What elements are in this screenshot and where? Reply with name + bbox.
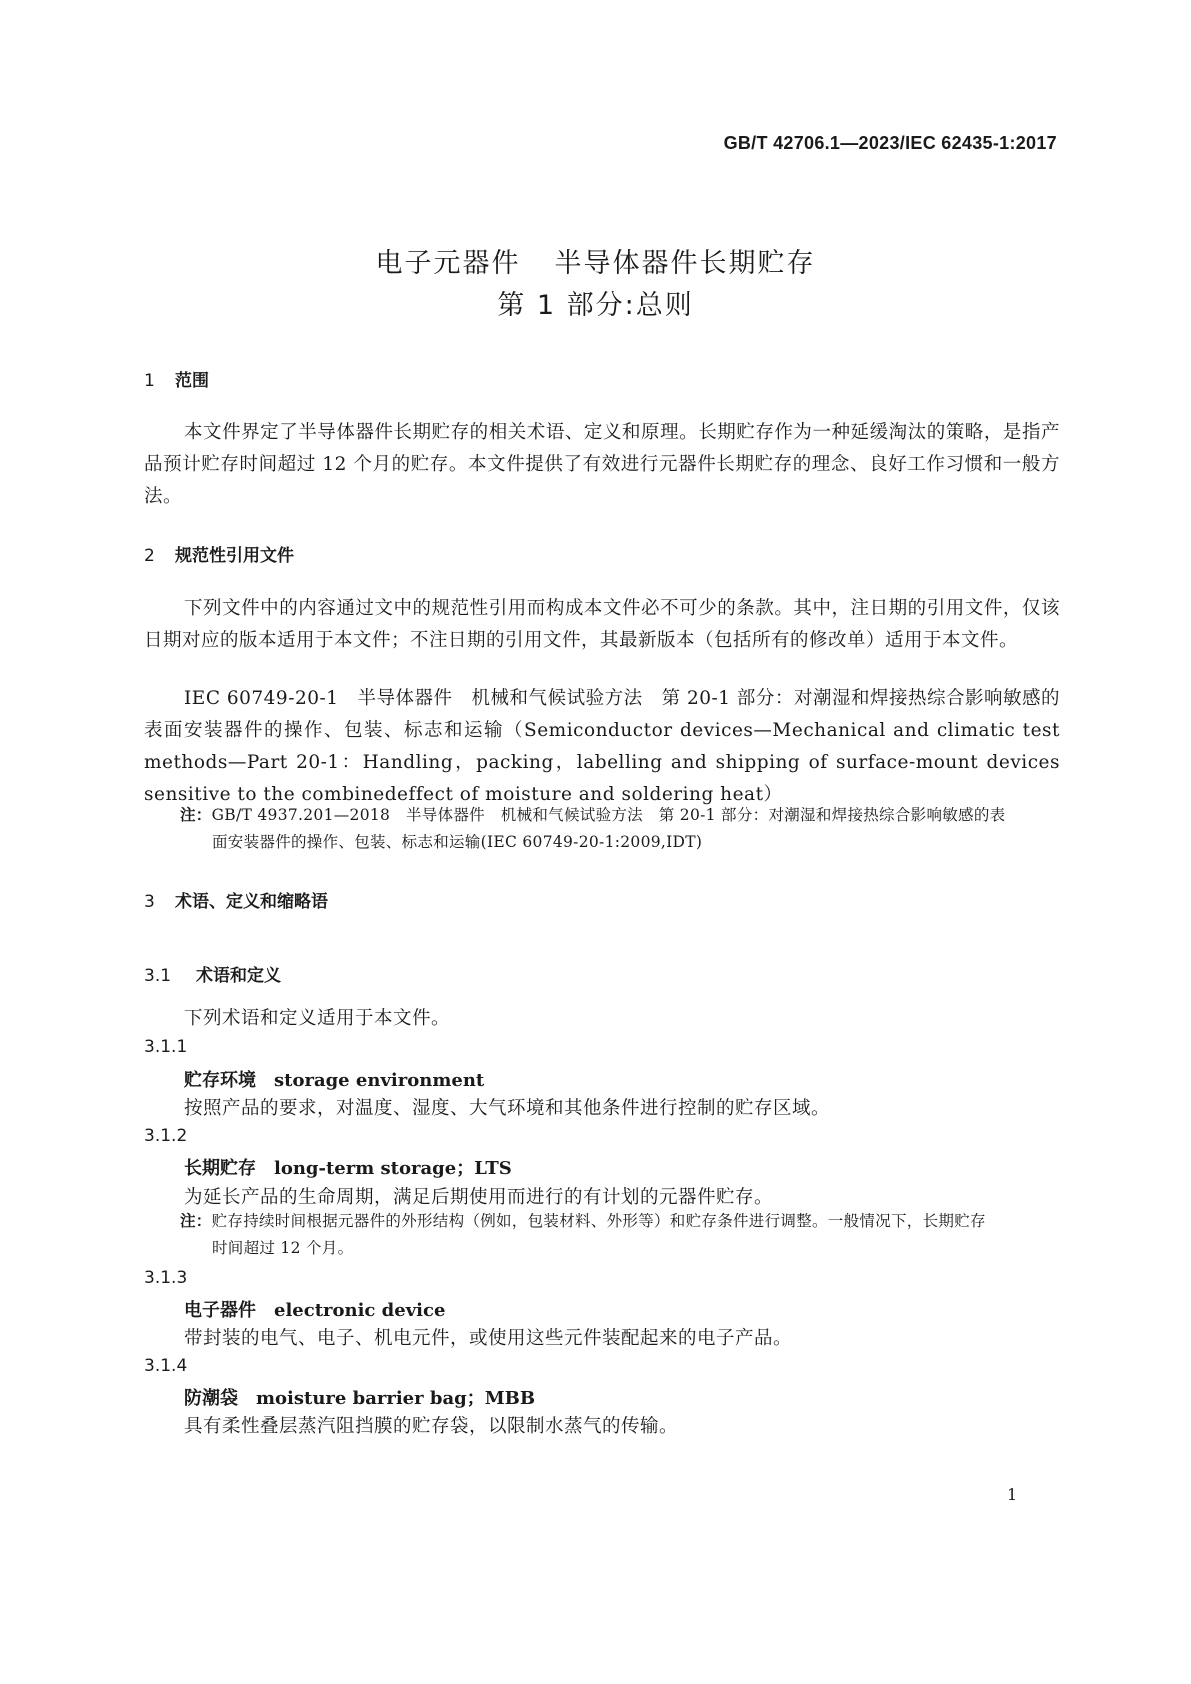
term-en: storage environment [274,1070,485,1091]
document-title-line2: 第 1 部分:总则 [497,290,694,321]
term-definition: 按照产品的要求，对温度、湿度、大气环境和其他条件进行控制的贮存区域。 [184,1098,831,1119]
section-title: 规范性引用文件 [175,546,294,566]
standard-code: GB/T 42706.1—2023/IEC 62435-1:2017 [723,133,1057,153]
term-entry [184,1154,512,1180]
term-zh: 电子器件 [184,1300,256,1321]
term-number: 3.1.4 [144,1356,188,1376]
term-definition: 为延长产品的生命周期，满足后期使用而进行的有计划的元器件贮存。 [184,1187,774,1208]
section-number: 3.1 [144,966,172,986]
term-number: 3.1.2 [144,1126,188,1146]
term-en: moisture barrier bag；MBB [256,1388,536,1409]
note-text-line2: 面安装器件的操作、包装、标志和运输(IEC 60749-20-1:2009,IDT) [212,833,703,851]
term-zh: 防潮袋 [184,1388,238,1409]
term-entry [184,1296,445,1322]
term-entry [184,1066,484,1092]
section-2-heading [144,541,294,566]
note-text-line1: 贮存持续时间根据元器件的外形结构（例如，包装材料、外形等）和贮存条件进行调整。一般情况下，长期贮存 [211,1212,986,1230]
section-number: 3 [144,892,155,912]
section-3-heading [144,887,328,912]
title-part1: 电子元器件 [375,248,521,279]
term-number: 3.1.3 [144,1268,188,1288]
title-part2: 半导体器件长期贮存 [554,248,816,279]
section-3-1-intro: 下列术语和定义适用于本文件。 [184,1008,451,1029]
note-label: 注： [180,806,212,824]
section-2-note [180,802,1060,856]
term-zh: 长期贮存 [184,1158,256,1179]
normative-reference: IEC 60749-20-1 半导体器件 机械和气候试验方法 第 20-1 部分：对潮湿和焊接热综合影响敏感的表面安装器件的操作、包装、标志和运输（Semiconductor devices—Mechanical and climatic test methods—Part 20-1：Handling，packing，labelling and shipping of surface-mount devices sensitive to the combinedeffect of moisture and soldering heat） [144,688,1060,805]
term-definition: 具有柔性叠层蒸汽阻挡膜的贮存袋，以限制水蒸气的传输。 [184,1416,679,1437]
note-text-line1: GB/T 4937.201—2018 半导体器件 机械和气候试验方法 第 20-1 部分：对潮湿和焊接热综合影响敏感的表 [211,806,1006,824]
section-title: 术语和定义 [196,966,281,986]
section-2-body: 下列文件中的内容通过文中的规范性引用而构成本文件必不可少的条款。其中，注日期的引用文件，仅该日期对应的版本适用于本文件；不注日期的引用文件，其最新版本（包括所有的修改单）适用于本文件。 [144,598,1060,651]
section-title: 术语、定义和缩略语 [175,892,328,912]
term-en: electronic device [274,1300,446,1321]
section-1-heading [144,366,209,391]
section-number: 2 [144,546,155,566]
section-3-1-heading [144,961,281,986]
term-note [180,1208,1060,1262]
term-number: 3.1.1 [144,1037,188,1057]
note-text-line2: 时间超过 12 个月。 [212,1239,354,1257]
section-1-body: 本文件界定了半导体器件长期贮存的相关术语、定义和原理。长期贮存作为一种延缓淘汰的策略，是指产品预计贮存时间超过 12 个月的贮存。本文件提供了有效进行元器件长期贮存的理念、良好工作习惯和一般方法。 [144,422,1060,507]
term-zh: 贮存环境 [184,1070,256,1091]
term-en: long-term storage；LTS [274,1158,512,1179]
page-number: 1 [1007,1485,1018,1504]
section-title: 范围 [175,371,209,391]
section-number: 1 [144,371,155,391]
term-definition: 带封装的电气、电子、机电元件，或使用这些元件装配起来的电子产品。 [184,1328,793,1349]
note-label: 注： [180,1212,212,1230]
term-entry [184,1384,535,1410]
document-title-line1 [0,241,1191,280]
